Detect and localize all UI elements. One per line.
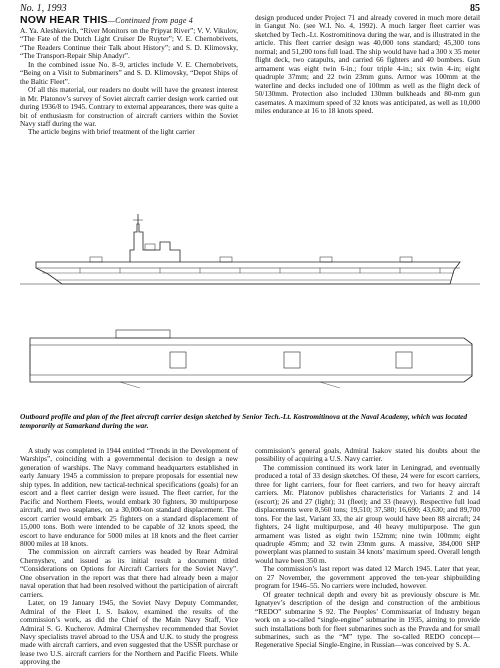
deck-plan bbox=[30, 330, 472, 388]
paragraph: design produced under Project 71 and already covered in much more detail in Gangut No. (see W.I. No. 4, 1992). A much larger fleet carrier was sketched by Tech.-Lt. Kostromitinova during the war, and is illustrated in the article. This fleet carrier design was 40,000 tons standard; 45,300 tons normal; and 51,200 tons full load. The ship would have had a 300 x 35 meter flight deck, two catapults, and carried 66 fighters and 40 bombers. Gun armament was eight twin 6-in.; four triple 4-in.; six twin 4-in; eight quadruple 37mm; and 22 twin 23mm guns. Armor was 100mm at the waterline and decks included one of 100mm as well as the flight deck of 50/130mm. Protection also included 130mm bulkheads and 80-mm gun casemates. A maximum speed of 32 knots was anticipated, as well as 10,000 miles endurance at 16 to 18 knots speed. bbox=[255, 13, 481, 115]
paragraph: The commission’s last report was dated 12 March 1945. Later that year, on 27 November, the government approved the ten-year shipbuilding program for 1946–55. No carriers were included, however. bbox=[255, 564, 480, 591]
island-plan bbox=[116, 330, 170, 338]
carrier-drawing bbox=[20, 210, 480, 410]
paragraph: Of greater technical depth and every bit as previously obscure is Mr. Ignatyev’s description of the design and construction of the ambitious “REDO” submarine S 92. The Peoples’ Commissariat of Industry began work on a so-called “single-engine” submarine in 1935, aiming to provide such installations both for fleet submarines such as the Pravda and for small submarines, such as the “M” type. The so-called REDO concept—Regenerative Special Single-Engine, in Russian—was conceived by S. A. bbox=[255, 589, 480, 650]
paragraph: A study was completed in 1944 entitled “Trends in the Development of Warships”, coinciding with a governmental decision to design a new generation of warships. The Navy command headquarters established in early January 1945 a commission to prepare proposals for essential new ship types. In addition, new tactical-technical specifications (goals) for an escort and a fleet carrier design were issued. The fleet carrier, for the Pacific and Northern Fleets, would embark 30 fighters, 30 multipurpose aircraft, and two seaplanes, on a 30,000-ton standard displacement. The escort carrier would embark 25 fighters on a standard displacement of 15,000 tons. Both were intended to be capable of 32 knots speed, the escort to have endurance for 5000 miles at 18 knots and the fleet carrier 8000 miles at 18 knots. bbox=[20, 446, 238, 548]
paragraph: The commission continued its work later in Leningrad, and eventually produced a total of 33 design sketches. Of these, 24 were for escort carriers, three for light carriers, four for fleet carriers, and two for heavy aircraft carriers. Mr. Platonov publishes characteristics for Variants 2 and 14 (escort); 26 and 27 (light); 31 (fleet); and 33 (heavy). Respective full load displacements were 8,560 tons; 19,510; 37,580; 16,690; 43,630; and 89,700 tons. For the last, Variant 33, the air group would have been 88 aircraft; 24 fighters, 24 light multipurpose, and 40 heavy multipurpose. The gun armament was listed as eight twin 152mm; nine twin 100mm; eight quadruple 45mm; and 32 twin 23mm guns. A massive, 384,000 SHP powerplant was planned to sustain 34 knots’ maximum speed. Overall length would have been 350 m. bbox=[255, 462, 480, 565]
left-column-top bbox=[20, 14, 238, 137]
paragraph: A. Ya. Aleshkevich, “River Monitors on the Pripyat River”; V. V. Vikulov, “The Fate of the Dutch Light Cruiser De Ruyter”; V. E. Chernobrivets, “The Readers Continue their Talk about History”; and S. D. Klimovsky, “The Transport-Repair Ship Anadyr”. bbox=[20, 26, 238, 61]
left-column-bottom bbox=[20, 447, 238, 667]
paragraph: Later, on 19 January 1945, the Soviet Navy Deputy Commander, Admiral of the Fleet I. S. Isakov, examined the results of the commission’s work, as did the Chief of the Main Navy Staff, Vice Admiral S. G. Kucherov. Admiral Chernyshev recommended that Soviet Navy specialists travel abroad to the USA and U.K. to study the progress made with aircraft carriers, and even suggested that the USSR purchase or lease two U.S. aircraft carriers for the Northern and Pacific Fleets. While approving the bbox=[20, 598, 238, 667]
flight-deck-outline bbox=[30, 338, 472, 382]
continued-note: —Continued from page 4 bbox=[107, 16, 193, 25]
issue-label: No. 1, 1993 bbox=[20, 3, 67, 14]
carrier-figure bbox=[20, 210, 480, 410]
paragraph: The commission on aircraft carriers was headed by Rear Admiral Chernyshev, and issued as its initial result a document titled “Considerations on Options for Aircraft Carriers for the Soviet Navy”. One observation in the report was that there had already been a major naval operation that had been resolved without the participation of aircraft carriers. bbox=[20, 547, 238, 599]
elevator bbox=[396, 352, 412, 368]
outboard-profile bbox=[20, 214, 480, 284]
elevator bbox=[284, 352, 300, 368]
elevator bbox=[170, 352, 186, 368]
island-superstructure bbox=[130, 224, 180, 262]
paragraph: commission’s general goals, Admiral Isakov stated his doubts about the possibility of acquiring a U.S. Navy carrier. bbox=[255, 446, 480, 464]
figure-caption: Outboard profile and plan of the fleet aircraft carrier design sketched by Senior Tech.-Lt. Kostromitinova at the Naval Academy, which was located temporarily at Samarkand during the war. bbox=[20, 412, 468, 430]
right-column-top bbox=[255, 14, 480, 115]
paragraph: The article begins with brief treatment of the light carrier bbox=[28, 127, 195, 137]
right-column-bottom bbox=[255, 447, 480, 650]
paragraph: In the combined issue No. 8–9, articles include V. E. Chernobrivets, “Being on a Visit to Submariners” and S. D. Klimovsky, “Depot Ships of the Baltic Fleet”. bbox=[20, 59, 238, 86]
page-number: 85 bbox=[470, 3, 480, 14]
section-title: NOW HEAR THIS bbox=[20, 14, 108, 26]
funnel bbox=[145, 244, 155, 250]
paragraph: Of all this material, our readers no doubt will have the greatest interest in Mr. Platonov’s survey of Soviet aircraft carrier design work carried out during 1936/8 to 1945. Contrary to external appearances, there was quite a bit of enthusiasm for construction of aircraft carriers within the Soviet Navy staff during the war. bbox=[20, 85, 238, 128]
